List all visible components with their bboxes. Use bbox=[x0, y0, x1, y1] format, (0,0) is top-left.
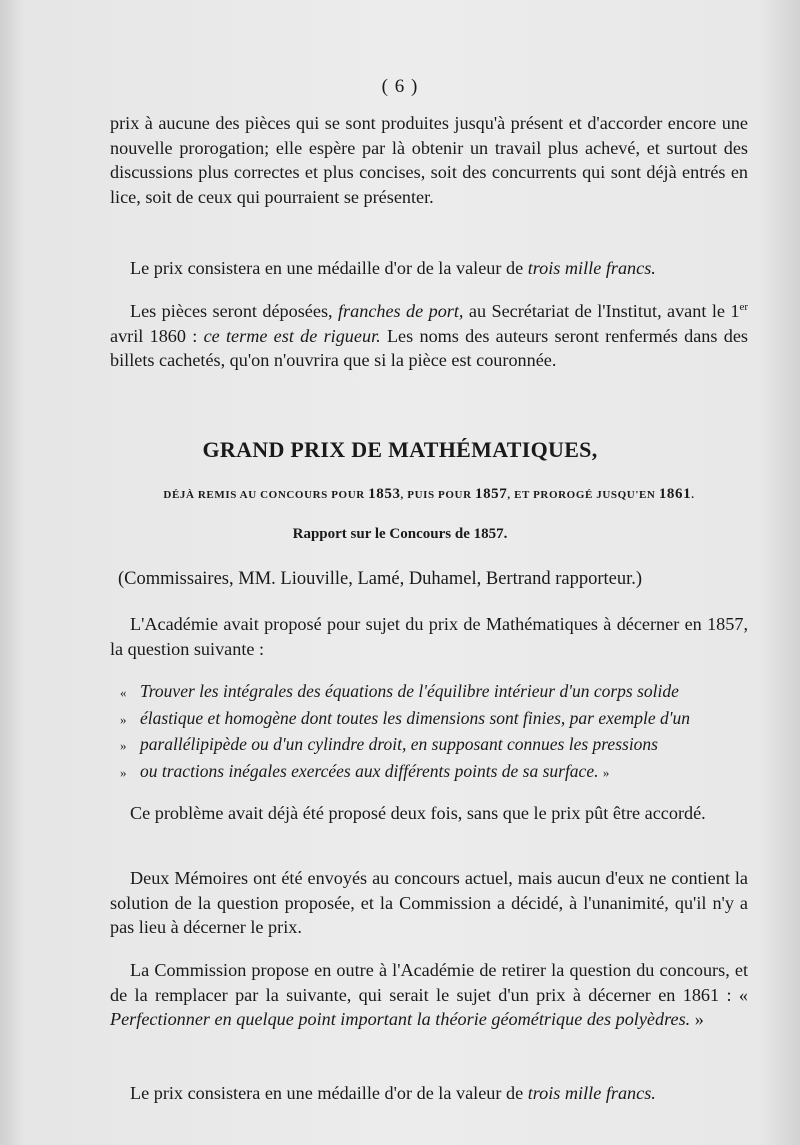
paragraph-new-question bbox=[110, 958, 748, 1032]
quote-text: Trouver les intégrales des équations de l'équilibre intérieur d'un corps solide bbox=[140, 681, 679, 701]
quote-line bbox=[120, 679, 750, 706]
paragraph-text: prix à aucune des pièces qui se sont produites jusqu'à présent et d'accorder encore une nouvelle prorogation; elle espère par là obtenir un travail plus achevé, et surtout des discussions plus correctes et plus concises, soit des concurrents qui sont déjà entrés en lice, soit de ceux qui pourraient se présenter. bbox=[110, 113, 748, 207]
paragraph-history bbox=[110, 801, 748, 826]
ordinal-superscript: er bbox=[739, 301, 748, 313]
quote-line bbox=[120, 759, 750, 786]
year: 1861 bbox=[658, 486, 692, 502]
paragraph-text: Les pièces seront déposées, bbox=[130, 301, 338, 322]
year: 1853 bbox=[368, 486, 401, 502]
paragraph-prize-value-2 bbox=[110, 1081, 748, 1106]
paragraph-text: » bbox=[690, 1009, 704, 1029]
subheading-text: DÉJÀ REMIS AU CONCOURS POUR bbox=[163, 489, 369, 501]
section-subheading bbox=[110, 486, 748, 503]
quote-mark: » bbox=[120, 764, 127, 780]
subheading-text: , PUIS POUR bbox=[400, 489, 475, 501]
report-title: Rapport sur le Concours de 1857. bbox=[292, 526, 508, 542]
prize-amount: trois mille francs. bbox=[527, 258, 656, 278]
paragraph-text: La Commission propose en outre à l'Académie de retirer la question du concours, et de la remplacer par la suivante, qui serait le sujet d'un prix à décerner en 1861 : « bbox=[110, 960, 748, 1005]
franches-de-port: franches de port, bbox=[338, 301, 464, 322]
prize-amount: trois mille francs. bbox=[527, 1083, 656, 1103]
paragraph-prize-value bbox=[110, 256, 748, 281]
section-heading: GRAND PRIX DE MATHÉMATIQUES, bbox=[202, 437, 598, 462]
quote-text: élastique et homogène dont toutes les dimensions sont finies, par exemple d'un bbox=[140, 707, 691, 728]
quote-mark: « bbox=[120, 685, 127, 700]
paragraph-text: L'Académie avait proposé pour sujet du prix de Mathématiques à décerner en 1857, la question suivante : bbox=[110, 614, 748, 659]
year: 1857 bbox=[474, 486, 508, 502]
page-number: ( 6 ) bbox=[381, 76, 419, 97]
paragraph-text: avril 1860 : bbox=[110, 325, 204, 346]
quote-mark: » bbox=[602, 764, 610, 780]
quote-mark: » bbox=[120, 738, 127, 753]
paragraph-submission bbox=[110, 295, 748, 373]
new-question-text: Perfectionner en quelque point important la théorie géométrique des polyèdres. bbox=[110, 1009, 691, 1029]
subheading-text: , ET PROROGÉ JUSQU'EN bbox=[507, 489, 659, 501]
paragraph-text: Ce problème avait déjà été proposé deux fois, sans que le prix pût être accordé. bbox=[130, 803, 706, 823]
commissioners-line: (Commissaires, MM. Liouville, Lamé, Duhamel, Bertrand rapporteur.) bbox=[118, 569, 643, 589]
paragraph-text: au Secrétariat de l'Institut, avant le 1 bbox=[463, 301, 740, 322]
paragraph-text: Deux Mémoires ont été envoyés au concours actuel, mais aucun d'eux ne contient la solution de la question proposée, et la Commission a décidé, à l'unanimité, qu'il n'y a pas lieu à décerner le prix. bbox=[110, 868, 748, 937]
question-quote bbox=[120, 679, 750, 785]
quote-line bbox=[120, 706, 750, 733]
deadline-emphasis: ce terme est de rigueur. bbox=[203, 325, 381, 346]
paragraph-text: Les noms des auteurs seront renfermés dans des billets cachetés, qu'on n'ouvrira que si la pièce est couronnée. bbox=[110, 325, 748, 371]
quote-mark: » bbox=[120, 711, 127, 727]
paragraph-decision bbox=[110, 866, 748, 940]
quote-line bbox=[120, 732, 750, 759]
paragraph-question-intro bbox=[110, 612, 748, 661]
quote-text: ou tractions inégales exercées aux différents points de sa surface. bbox=[140, 760, 599, 781]
quote-text: parallélipipède ou d'un cylindre droit, en supposant connues les pressions bbox=[140, 734, 658, 754]
paragraph-text: Le prix consistera en une médaille d'or de la valeur de bbox=[130, 1083, 528, 1103]
subheading-text: . bbox=[691, 489, 695, 501]
paragraph-continuation bbox=[110, 111, 748, 209]
paragraph-text: Le prix consistera en une médaille d'or de la valeur de bbox=[130, 258, 528, 278]
